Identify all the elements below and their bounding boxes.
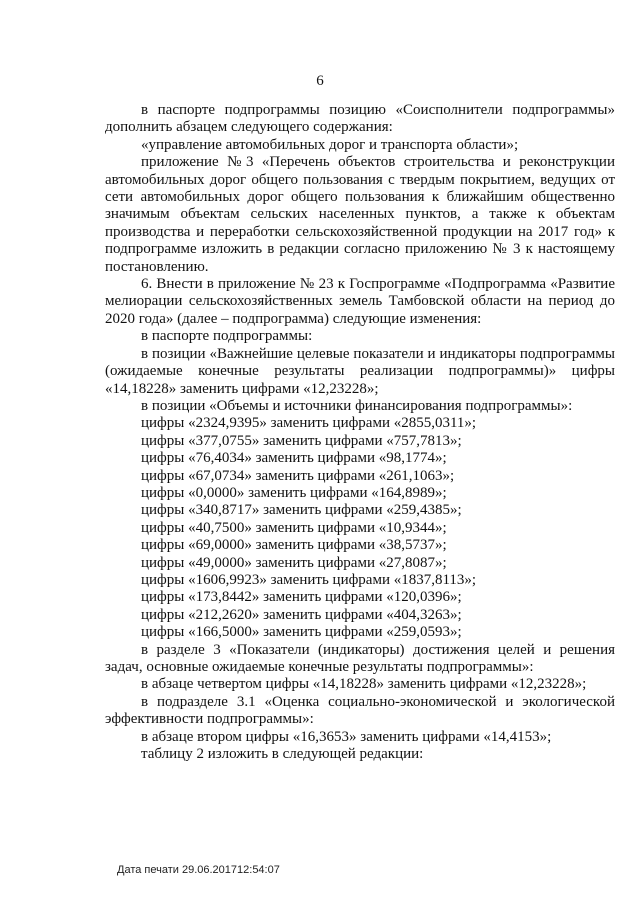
paragraph: приложение №3 «Перечень объектов строительства и реконструкции автомобильных дорог общего пользования с твердым покрытием, ведущих от сети автомобильных дорог общего пользования к ближайшим общественно значимым объектам сельских населенных пунктов, а также к объектам производства и переработки сельскохозяйственной продукции на 2017 год» к подпрограмме изложить в редакции согласно приложению № 3 к настоящему постановлению. <box>105 154 615 275</box>
paragraph: в абзаце втором цифры «16,3653» заменить цифрами «14,4153»; <box>141 728 552 745</box>
replacement-line: цифры «69,0000» заменить цифрами «38,5737»; <box>141 537 447 554</box>
replacement-line: цифры «212,2620» заменить цифрами «404,3263»; <box>141 606 462 623</box>
paragraph: таблицу 2 изложить в следующей редакции: <box>141 746 424 763</box>
paragraph: в позиции «Объемы и источники финансирования подпрограммы»: <box>141 397 573 414</box>
paragraph: «управление автомобильных дорог и транспорта области»; <box>141 136 519 153</box>
page-number: 6 <box>316 73 324 89</box>
replacement-line: цифры «0,0000» заменить цифрами «164,8989»; <box>141 484 447 501</box>
replacement-line: цифры «40,7500» заменить цифрами «10,9344»; <box>141 519 447 536</box>
replacement-line: цифры «173,8442» заменить цифрами «120,0396»; <box>141 589 462 606</box>
replacement-line: цифры «1606,9923» заменить цифрами «1837,8113»; <box>141 571 477 588</box>
replacement-line: цифры «2324,9395» заменить цифрами «2855,0311»; <box>141 415 477 432</box>
replacement-line: цифры «76,4034» заменить цифрами «98,1774»; <box>141 450 447 467</box>
paragraph: в подразделе 3.1 «Оценка социально-экономической и экологической эффективности подпрограммы»: <box>105 693 615 728</box>
replacement-line: цифры «67,0734» заменить цифрами «261,1063»; <box>141 467 455 484</box>
paragraph: в паспорте подпрограммы: <box>141 328 313 345</box>
paragraph: в позиции «Важнейшие целевые показатели и индикаторы подпрограммы (ожидаемые конечные результаты реализации подпрограммы)» цифры «14,18228» заменить цифрами «12,23228»; <box>105 345 615 397</box>
paragraph: в паспорте подпрограммы позицию «Соисполнители подпрограммы» дополнить абзацем следующего содержания: <box>105 102 615 136</box>
print-date-footer: Дата печати 29.06.201712:54:07 <box>117 864 280 876</box>
replacement-line: цифры «166,5000» заменить цифрами «259,0593»; <box>141 624 462 641</box>
replacement-line: цифры «49,0000» заменить цифрами «27,8087»; <box>141 554 447 571</box>
replacement-line: цифры «340,8717» заменить цифрами «259,4385»; <box>141 502 462 519</box>
document-body <box>105 102 615 763</box>
paragraph: в разделе 3 «Показатели (индикаторы) достижения целей и решения задач, основные ожидаемые конечные результаты подпрограммы»: <box>105 641 615 675</box>
paragraph: в абзаце четвертом цифры «14,18228» заменить цифрами «12,23228»; <box>141 676 587 693</box>
replacement-line: цифры «377,0755» заменить цифрами «757,7813»; <box>141 432 462 449</box>
paragraph: 6. Внести в приложение № 23 к Госпрограмме «Подпрограмма «Развитие мелиорации сельскохозяйственных земель Тамбовской области на период до 2020 года» (далее – подпрограмма) следующие изменения: <box>105 276 615 327</box>
